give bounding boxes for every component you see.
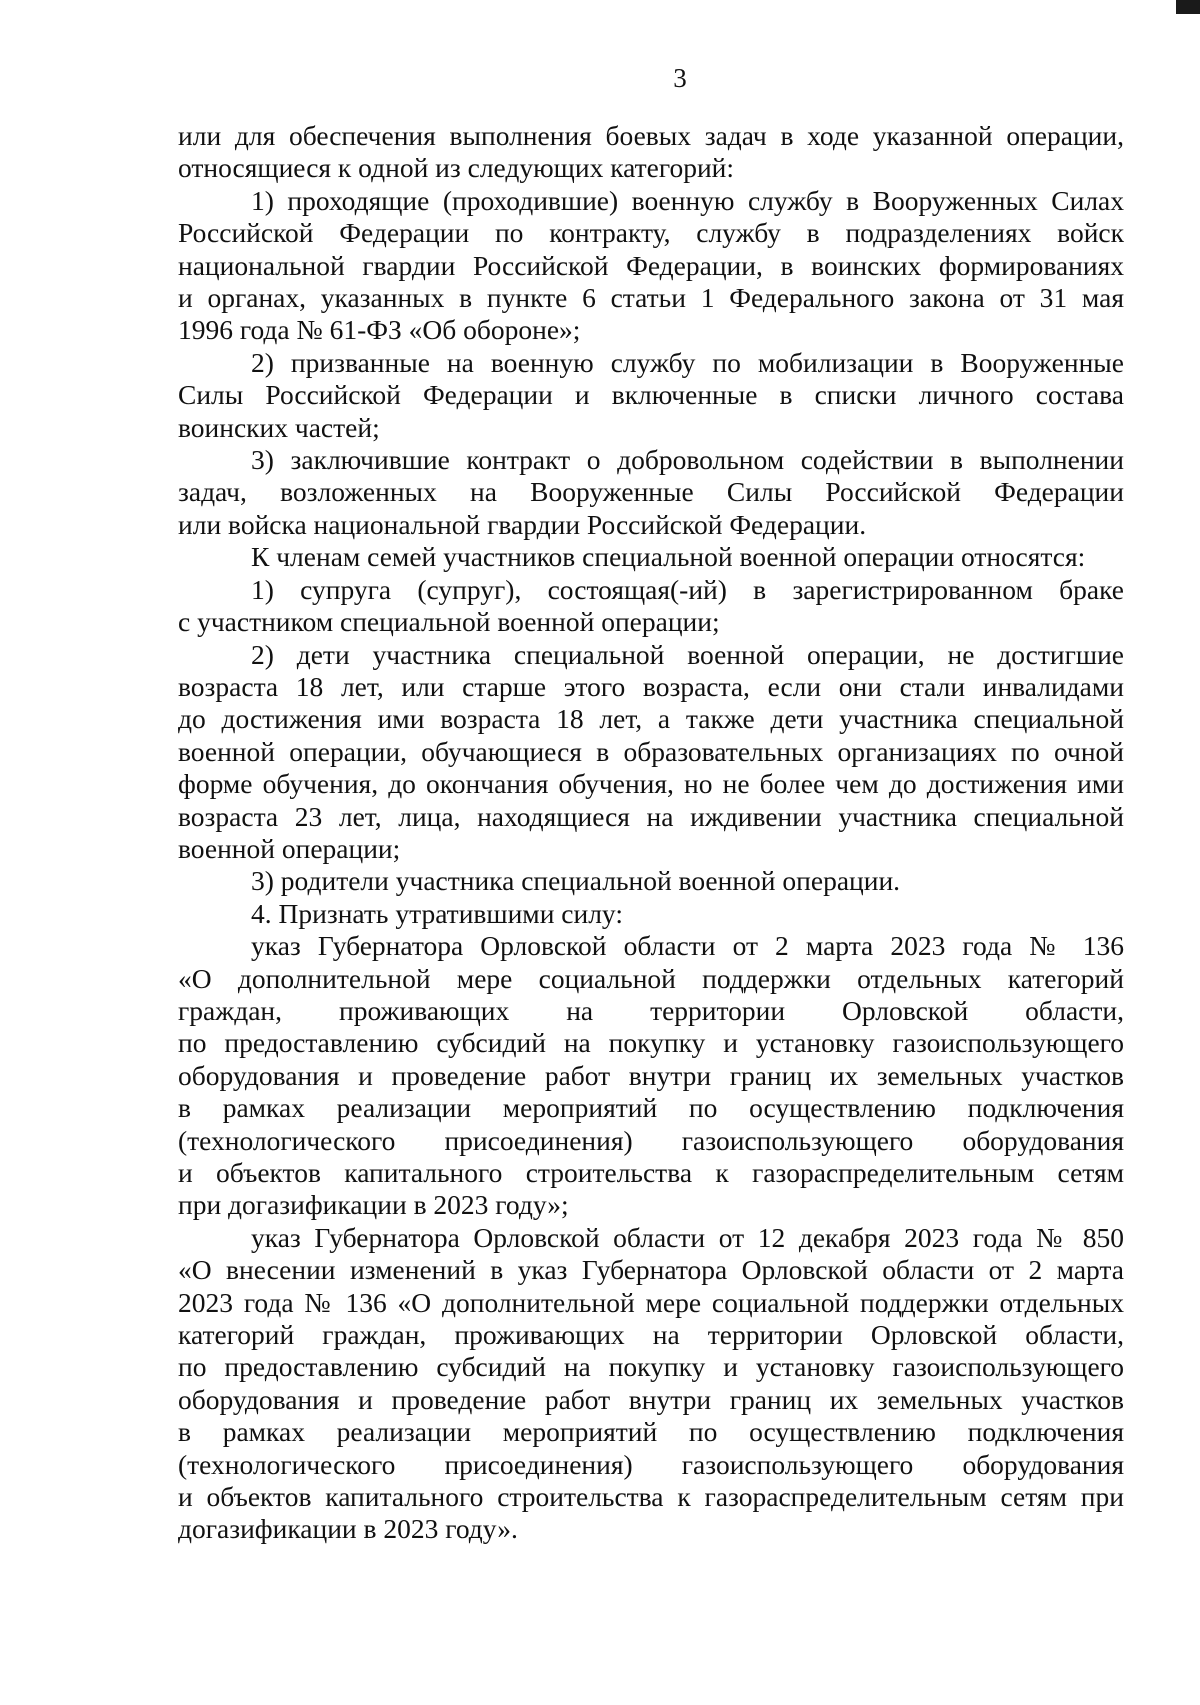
text-line: Силы Российской Федерации и включенные в списки личного состава — [178, 379, 1124, 411]
text-line: категорий граждан, проживающих на территории Орловской области, — [178, 1319, 1124, 1351]
text-line: граждан, проживающих на территории Орловской области, — [178, 994, 1124, 1026]
text-line: 1) проходящие (проходившие) военную службу в Вооруженных Силах — [251, 184, 1124, 216]
paragraph — [178, 639, 1124, 866]
paragraph — [178, 120, 1124, 185]
text-line: военной операции; — [178, 832, 401, 864]
text-line: военной операции, обучающиеся в образовательных организациях по очной — [178, 735, 1124, 767]
text-line: оборудования и проведение работ внутри границ их земельных участков — [178, 1383, 1124, 1415]
text-line: догазификации в 2023 году». — [178, 1513, 518, 1545]
text-line: 2023 года № 136 «О дополнительной мере социальной поддержки отдельных — [178, 1286, 1124, 1318]
paragraph — [178, 347, 1124, 444]
text-line: или войска национальной гвардии Российской Федерации. — [178, 508, 867, 540]
page-number: 3 — [673, 63, 687, 93]
text-line: 3) родители участника специальной военной операции. — [251, 865, 901, 897]
text-line: возраста 18 лет, или старше этого возраста, если они стали инвалидами — [178, 670, 1124, 702]
paragraph — [178, 185, 1124, 347]
text-line: при догазификации в 2023 году»; — [178, 1189, 569, 1221]
text-line: или для обеспечения выполнения боевых задач в ходе указанной операции, — [178, 120, 1124, 151]
text-line: К членам семей участников специальной военной операции относятся: — [251, 541, 1086, 573]
paragraph — [178, 1222, 1124, 1546]
text-line: 2) призванные на военную службу по мобилизации в Вооруженные — [251, 346, 1124, 378]
text-line: 2) дети участника специальной военной операции, не достигшие — [251, 638, 1124, 670]
text-line: возраста 23 лет, лица, находящиеся на иждивении участника специальной — [178, 800, 1124, 832]
text-line: 1996 года № 61-ФЗ «Об обороне»; — [178, 314, 581, 346]
text-line: и объектов капитального строительства к газораспределительным сетям — [178, 1157, 1124, 1188]
text-line: в рамках реализации мероприятий по осуществлению подключения — [178, 1092, 1124, 1124]
paragraph — [178, 865, 1124, 897]
paragraph — [178, 574, 1124, 639]
text-line: до достижения ими возраста 18 лет, а также дети участника специальной — [178, 703, 1124, 735]
text-line: по предоставлению субсидий на покупку и установку газоиспользующего — [178, 1351, 1124, 1383]
text-line: 3) заключившие контракт о добровольном содействии в выполнении — [251, 444, 1124, 476]
text-line: 4. Признать утратившими силу: — [251, 897, 623, 929]
text-line: национальной гвардии Российской Федерации, в воинских формированиях — [178, 249, 1124, 281]
paragraph — [178, 444, 1124, 541]
text-line: в рамках реализации мероприятий по осуществлению подключения — [178, 1416, 1124, 1448]
document-body — [178, 120, 1124, 1546]
text-line: Российской Федерации по контракту, службу в подразделениях войск — [178, 217, 1124, 249]
paragraph — [178, 898, 1124, 930]
text-line: указ Губернатора Орловской области от 2 марта 2023 года № 136 — [251, 930, 1124, 962]
text-line: относящиеся к одной из следующих категорий: — [178, 152, 735, 184]
text-line: указ Губернатора Орловской области от 12 декабря 2023 года № 850 — [251, 1221, 1124, 1253]
text-line: оборудования и проведение работ внутри границ их земельных участков — [178, 1059, 1124, 1091]
paragraph — [178, 541, 1124, 573]
text-line: воинских частей; — [178, 411, 380, 443]
text-line: по предоставлению субсидий на покупку и установку газоиспользующего — [178, 1027, 1124, 1059]
paragraph — [178, 930, 1124, 1222]
text-line: (технологического присоединения) газоиспользующего оборудования — [178, 1124, 1124, 1156]
text-line: форме обучения, до окончания обучения, но не более чем до достижения ими — [178, 768, 1124, 800]
scan-corner-mark — [1176, 0, 1200, 14]
text-line: «О внесении изменений в указ Губернатора Орловской области от 2 марта — [178, 1254, 1124, 1286]
text-line: задач, возложенных на Вооруженные Силы Российской Федерации — [178, 476, 1124, 508]
text-line: 1) супруга (супруг), состоящая(-ий) в зарегистрированном браке — [251, 573, 1124, 605]
text-line: «О дополнительной мере социальной поддержки отдельных категорий — [178, 962, 1124, 994]
text-line: (технологического присоединения) газоиспользующего оборудования — [178, 1448, 1124, 1480]
text-line: и объектов капитального строительства к газораспределительным сетям при — [178, 1481, 1124, 1513]
text-line: и органах, указанных в пункте 6 статьи 1 Федерального закона от 31 мая — [178, 282, 1124, 314]
text-line: с участником специальной военной операции; — [178, 606, 720, 638]
